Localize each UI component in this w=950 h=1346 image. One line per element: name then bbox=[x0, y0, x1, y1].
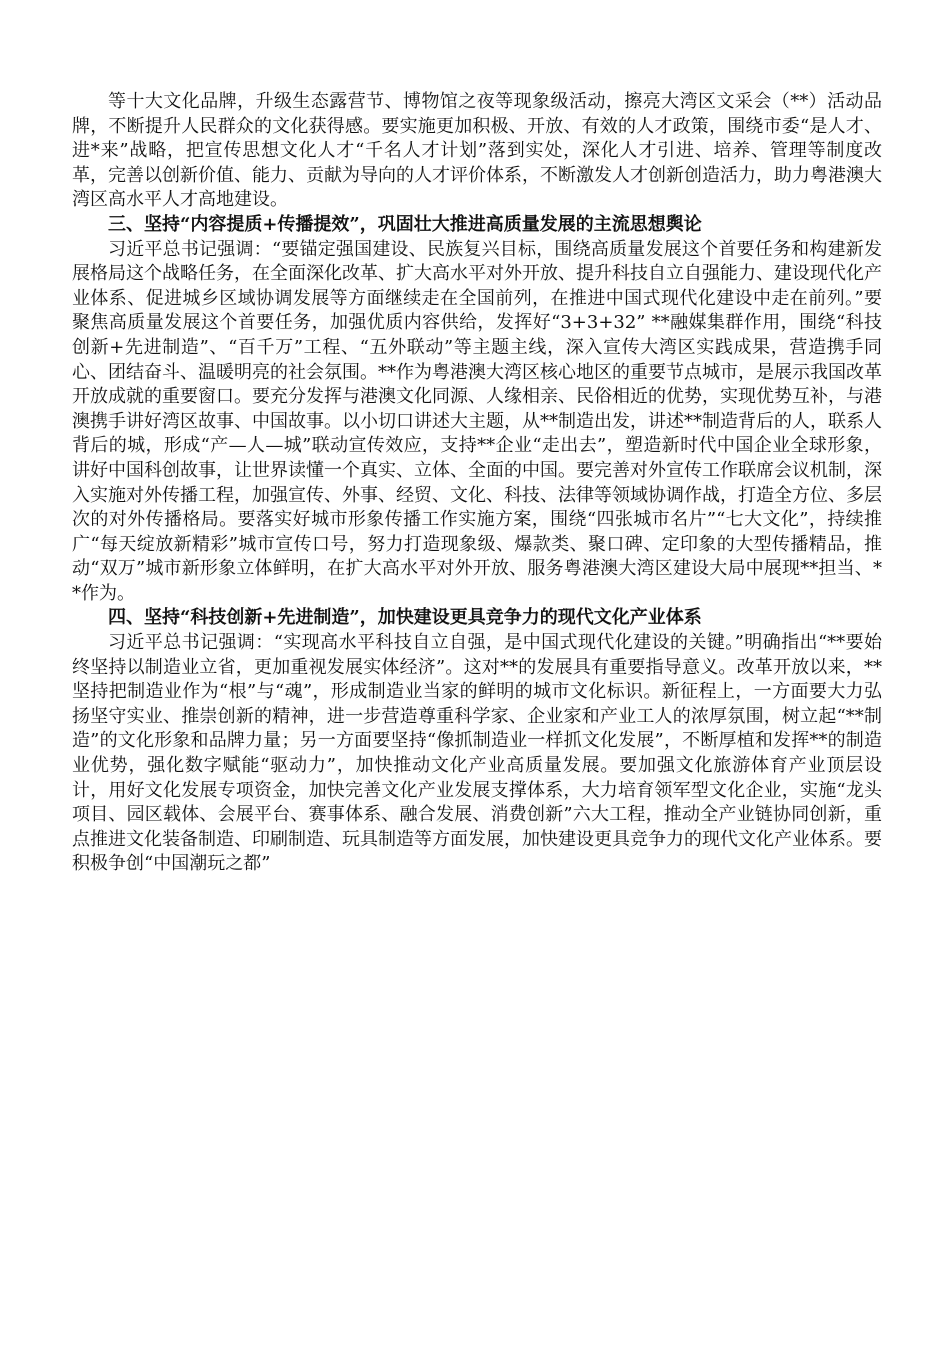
paragraph-manufacturing: 习近平总书记强调：“实现高水平科技自立自强，是中国式现代化建设的关键。”明确指出“**要始终坚持以制造业立省，更加重视发展实体经济”。这对**的发展具有重要指导意义。改革开放以来，**坚持把制造业作为“根”与“魂”，形成制造业当家的鲜明的城市文化标识。新征程上，一方面要大力弘扬坚守实业、推崇创新的精神，进一步营造尊重科学家、企业家和产业工人的浓厚氛围，树立起“**制造”的文化形象和品牌力量；另一方面要坚持“像抓制造业一样抓文化发展”，不断厚植和发挥**的制造业优势，强化数字赋能“驱动力”，加快推动文化产业高质量发展。要加强文化旅游体育产业顶层设计，用好文化发展专项资金，加快完善文化产业发展支撑体系，大力培育领军型文化企业，实施“龙头项目、园区载体、会展平台、赛事体系、融合发展、消费创新”六大工程，推动全产业链协同创新，重点推进文化装备制造、印刷制造、玩具制造等方面发展，加快建设更具竞争力的现代文化产业体系。要积极争创“中国潮玩之都” bbox=[72, 632, 882, 875]
section-heading-four: 四、坚持“科技创新+先进制造”，加快建设更具竞争力的现代文化产业体系 bbox=[108, 607, 702, 629]
paragraph-communication: 习近平总书记强调：“要锚定强国建设、民族复兴目标，围绕高质量发展这个首要任务和构建新发展格局这个战略任务，在全面深化改革、扩大高水平对外开放、提升科技自立自强能力、建设现代化产业体系、促进城乡区域协调发展等方面继续走在全国前列，在推进中国式现代化建设中走在前列。”要聚焦高质量发展这个首要任务，加强优质内容供给，发挥好“3+3+32” **融媒集群作用，围绕“科技创新+先进制造”、“百千万”工程、“五外联动”等主题主线，深入宣传大湾区实践成果，营造携手同心、团结奋斗、温暖明亮的社会氛围。**作为粤港澳大湾区核心地区的重要节点城市，是展示我国改革开放成就的重要窗口。要充分发挥与港澳文化同源、人缘相亲、民俗相近的优势，实现优势互补，与港澳携手讲好湾区故事、中国故事。以小切口讲述大主题，从**制造出发，讲述**制造背后的人，联系人背后的城，形成“产—人—城”联动宣传效应，支持**企业“走出去”，塑造新时代中国企业全球形象，讲好中国科创故事，让世界读懂一个真实、立体、全面的中国。要完善对外宣传工作联席会议机制，深入实施对外传播工程，加强宣传、外事、经贸、文化、科技、法律等领域协调作战，打造全方位、多层次的对外传播格局。要落实好城市形象传播工作实施方案，围绕“四张城市名片”“七大文化”，持续推广“每天绽放新精彩”城市宣传口号，努力打造现象级、爆款类、聚口碑、定印象的大型传播精品，推动“双万”城市新形象立体鲜明，在扩大高水平对外开放、服务粤港澳大湾区建设大局中展现**担当、**作为。 bbox=[72, 238, 882, 604]
section-heading-three: 三、坚持“内容提质+传播提效”，巩固壮大推进高质量发展的主流思想舆论 bbox=[108, 213, 702, 235]
paragraph-talent-policy: 等十大文化品牌，升级生态露营节、博物馆之夜等现象级活动，擦亮大湾区文采会（**）活动品牌，不断提升人民群众的文化获得感。要实施更加积极、开放、有效的人才政策，围绕市委“是人才、进*来”战略，把宣传思想文化人才“千名人才计划”落到实处，深化人才引进、培养、管理等制度改革，完善以创新价值、能力、贡献为导向的人才评价体系，不断激发人才创新创造活力，助力粤港澳大湾区高水平人才高地建设。 bbox=[72, 91, 882, 211]
document-body bbox=[72, 90, 882, 877]
